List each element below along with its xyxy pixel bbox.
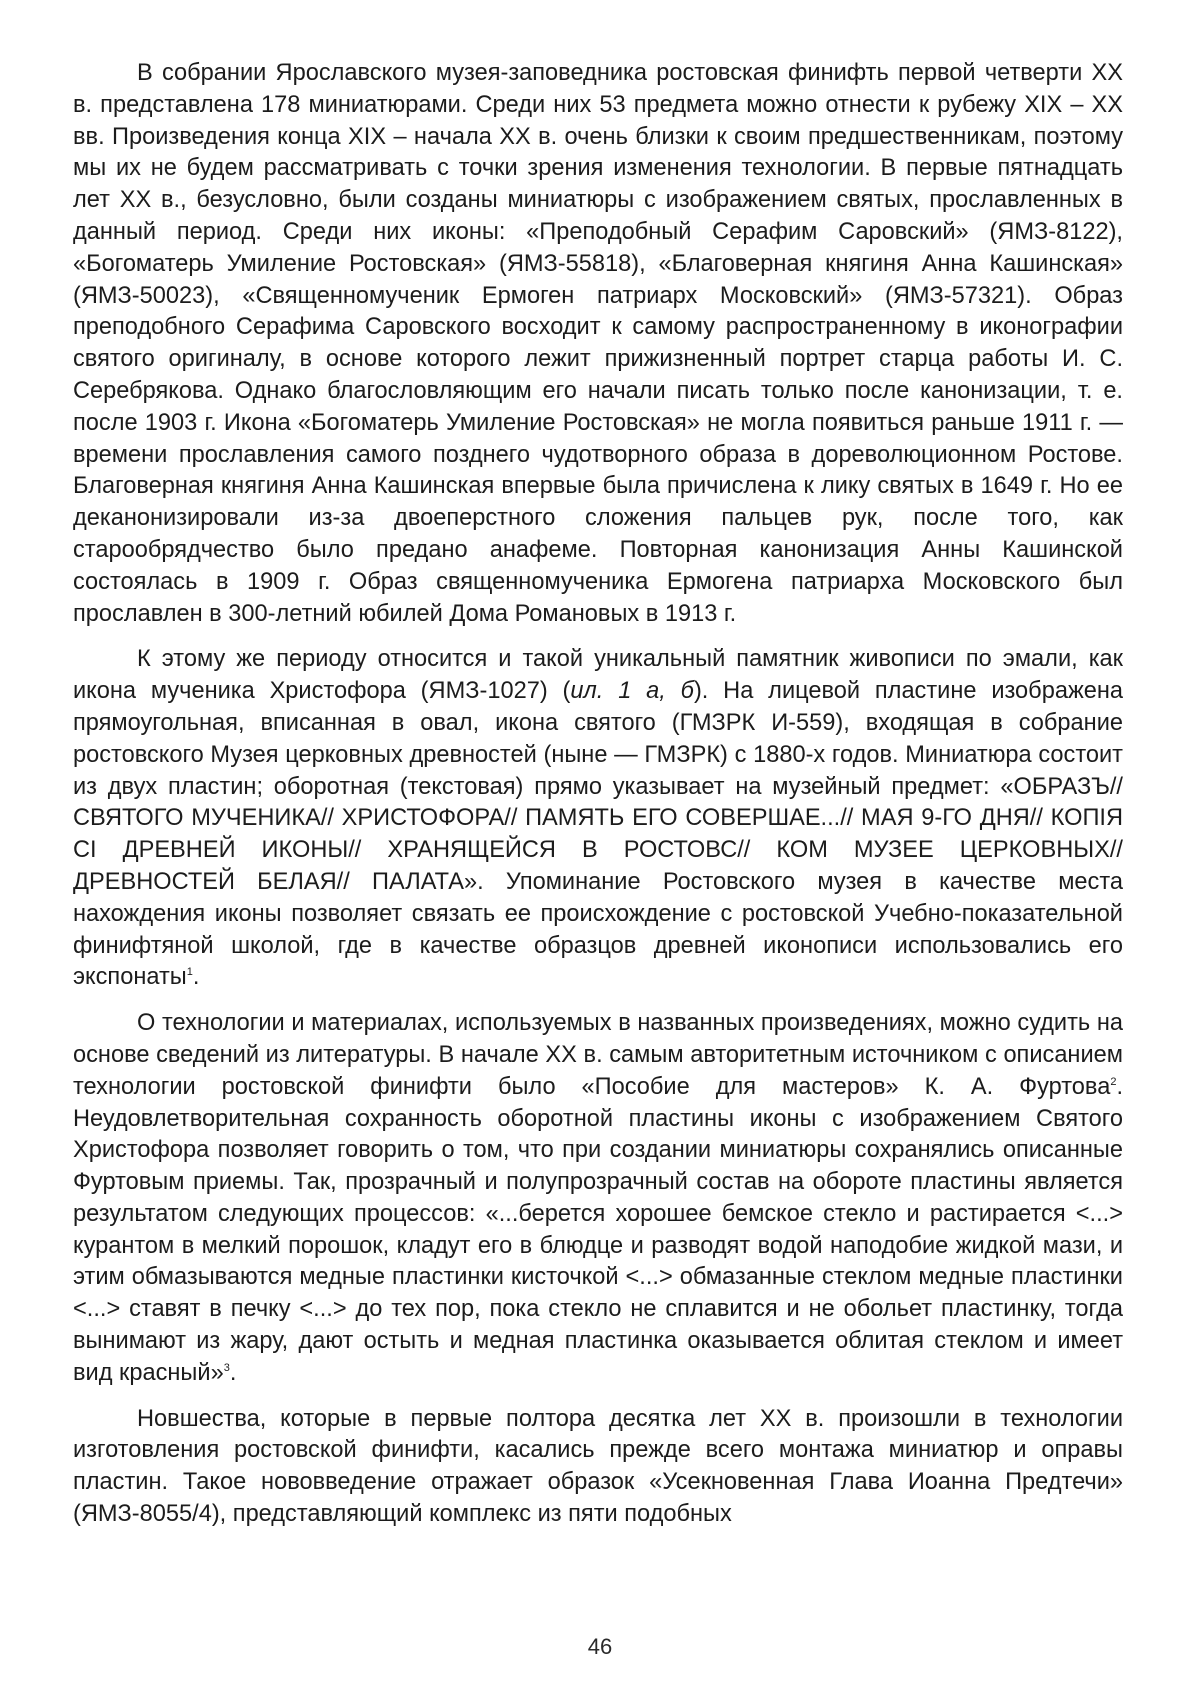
paragraph-1: В собрании Ярославского музея-заповедника ростовская финифть первой четверти XX в. представлена 178 миниатюрами. Среди них 53 предмета можно отнести к рубежу XIX – XX вв. Произведения конца XIX – начала XX в. очень близки к своим предшественникам, поэтому мы их не будем рассматривать с точки зрения изменения технологии. В первые пятнадцать лет XX в., безусловно, были созданы миниатюры с изображением святых, прославленных в данный период. Среди них иконы: «Преподобный Серафим Саровский» (ЯМЗ-8122), «Богоматерь Умиление Ростовская» (ЯМЗ-55818), «Благоверная княгиня Анна Кашинская» (ЯМЗ-50023), «Священномученик Ермоген патриарх Московский» (ЯМЗ-57321). Образ преподобного Серафима Саровского восходит к самому распространенному в иконографии святого оригиналу, в основе которого лежит прижизненный портрет старца работы И. С. Серебрякова. Однако благословляющим его начали писать только после канонизации, т. е. после 1903 г. Икона «Богоматерь Умиление Ростовская» не могла появиться раньше 1911 г. — времени прославления самого позднего чудотворного образа в дореволюционном Ростове. Благоверная княгиня Анна Кашинская впервые была причислена к лику святых в 1649 г. Но ее деканонизировали из-за двоеперстного сложения пальцев рук, после того, как старообрядчество было предано анафеме. Повторная канонизация Анны Кашинской состоялась в 1909 г. Образ священномученика Ермогена патриарха Московского был прославлен в 300-летний юбилей Дома Романовых в 1913 г.	[73, 60, 1123, 627]
paragraph-2-text: К этому же периоду относится и такой уникальный памятник живописи по эмали, как икона мученика Христофора (ЯМЗ-1027) (	[73, 646, 1123, 705]
footnote-marker-2[interactable]: 2	[1110, 1075, 1117, 1088]
paragraph-2	[73, 644, 1123, 994]
footnote-marker-3[interactable]: 3	[223, 1362, 230, 1375]
paragraph-2-text-cont: ). На лицевой пластине изображена прямоугольная, вписанная в овал, икона святого (ГМЗРК И-559), входящая в собрание ростовского Музея церковных древностей (ныне — ГМЗРК) с 1880-х годов. Миниатюра состоит из двух пластин; оборотная (текстовая) прямо указывает на музейный предмет: «ОБРАЗЪ// СВЯТОГО МУЧЕНИКА// ХРИСТОФОРА// ПАМЯТЬ ЕГО СОВЕРШАЕ...// МАЯ 9-ГО ДНЯ// КОПІЯ СІ ДРЕВНЕЙ ИКОНЫ// ХРАНЯЩЕЙСЯ В РОСТОВС// КОМ МУЗЕЕ ЦЕРКОВНЫХ// ДРЕВНОСТЕЙ БЕЛАЯ// ПАЛАТА». Упоминание Ростовского музея в качестве места нахождения иконы позволяет связать ее происхождение с ростовской Учебно-показательной финифтяной школой, где в качестве образцов древней иконописи использовались его экспонаты	[73, 678, 1123, 991]
page-number: 46	[587, 1634, 613, 1659]
paragraph-3-end: .	[229, 1359, 237, 1386]
article-body	[73, 58, 1123, 1531]
paragraph-4: Новшества, которые в первые полтора десятка лет XX в. произошли в технологии изготовления ростовской финифти, касались прежде всего монтажа миниатюр и оправы пластин. Такое нововведение отражает образок «Усекновенная Глава Иоанна Предтечи» (ЯМЗ-8055/4), представляющий комплекс из пяти подобных	[73, 1405, 1123, 1528]
paragraph-3-text: О технологии и материалах, используемых в названных произведениях, можно судить на основе сведений из литературы. В начале XX в. самым авторитетным источником с описанием технологии ростовской финифти было «Пособие для мастеров» К. А. Фуртова	[73, 1010, 1123, 1100]
paragraph-3-text-cont: . Неудовлетворительная сохранность оборотной пластины иконы с изображением Святого Христофора позволяет говорить о том, что при создании миниатюры сохранялись описанные Фуртовым приемы. Так, прозрачный и полупрозрачный состав на обороте пластины является результатом следующих процессов: «...берется хорошее бемское стекло и растирается <...> курантом в мелкий порошок, кладут его в блюдце и разводят водой наподобие жидкой мази, и этим обмазываются медные пластинки кисточкой <...> обмазанные стеклом медные пластинки <...> ставят в печку <...> до тех пор, пока стекло не сплавится и не обольет пластинку, тогда вынимают из жару, дают остыть и медная пластинка оказывается облитая стеклом и имеет вид красный»	[73, 1073, 1123, 1386]
illustration-reference: ил. 1 а, б	[570, 678, 694, 705]
paragraph-3	[73, 1008, 1123, 1390]
footnote-marker-1[interactable]: 1	[186, 966, 193, 979]
paragraph-2-end: .	[192, 964, 200, 991]
